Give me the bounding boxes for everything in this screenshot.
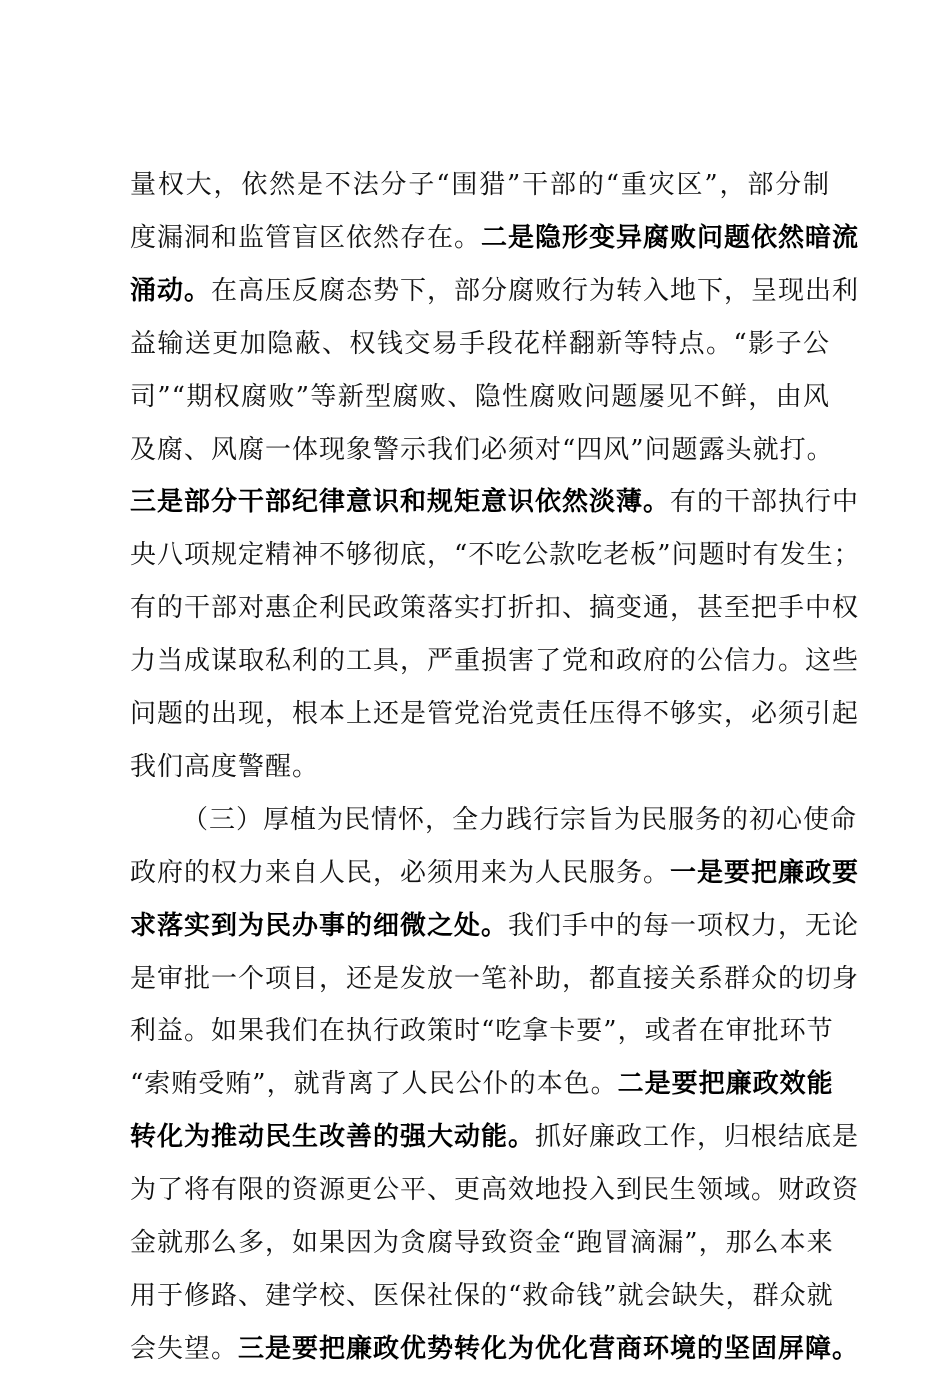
text-line xyxy=(130,583,860,633)
text-run: 力当成谋取私利的工具，严重损害了党和政府的公信力。这些 xyxy=(130,646,860,677)
text-run: 用于修路、建学校、医保社保的“救命钱”就会缺失，群众就 xyxy=(130,1280,834,1311)
text-line xyxy=(130,1271,834,1321)
text-line xyxy=(130,636,860,686)
text-line xyxy=(130,425,834,475)
text-run: 司”“期权腐败”等新型腐败、隐性腐败问题屡见不鲜，由风 xyxy=(130,381,830,412)
text-line xyxy=(130,689,860,739)
text-run: 问题的出现，根本上还是管党治党责任压得不够实，必须引起 xyxy=(130,699,860,729)
text-run: 抓好廉政工作，归根结底是 xyxy=(535,1122,860,1153)
text-line xyxy=(130,1059,834,1109)
text-run: 会失望。 xyxy=(130,1333,239,1364)
bold-text: 求落实到为民办事的细微之处。 xyxy=(130,910,509,941)
text-run: 有的干部执行中 xyxy=(670,487,860,518)
bold-text: 涌动。 xyxy=(130,275,212,306)
text-run: 有的干部对惠企利民政策落实打折扣、搞变通，甚至把手中权 xyxy=(130,593,860,624)
text-run: 及腐、风腐一体现象警示我们必须对“四风”问题露头就打。 xyxy=(130,434,834,465)
text-run: 金就那么多，如果因为贪腐导致资金“跑冒滴漏”，那么本来 xyxy=(130,1228,834,1258)
text-line xyxy=(130,477,860,527)
text-run: 度漏洞和监管盲区依然存在。 xyxy=(130,222,482,253)
text-line xyxy=(182,795,858,845)
text-run: 益输送更加隐蔽、权钱交易手段花样翻新等特点。“影子公 xyxy=(130,328,830,359)
text-run: 我们手中的每一项权力，无论 xyxy=(508,910,860,941)
text-line xyxy=(130,319,830,369)
text-line xyxy=(130,372,830,422)
text-run: 央八项规定精神不够彻底，“不吃公款吃老板”问题时有发生； xyxy=(130,540,861,571)
text-line xyxy=(130,1324,860,1374)
bold-text: 二是要把廉政效能 xyxy=(617,1069,834,1100)
text-line xyxy=(130,213,860,263)
text-run: 政府的权力来自人民，必须用来为人民服务。 xyxy=(130,857,671,888)
text-line xyxy=(130,954,860,1004)
text-line xyxy=(130,848,860,898)
text-line xyxy=(130,160,830,210)
text-run: （三）厚植为民情怀，全力践行宗旨为民服务的初心使命 xyxy=(182,804,858,835)
text-run: 是审批一个项目，还是发放一笔补助，都直接关系群众的切身 xyxy=(130,963,860,994)
text-run: 利益。如果我们在执行政策时“吃拿卡要”，或者在审批环节 xyxy=(130,1016,834,1047)
bold-text: 三是部分干部纪律意识和规矩意识依然淡薄。 xyxy=(130,487,671,518)
text-run: “索贿受贿”，就背离了人民公仆的本色。 xyxy=(130,1069,618,1100)
text-line xyxy=(130,1218,834,1268)
text-line xyxy=(130,1006,834,1056)
text-run: 在高压反腐态势下，部分腐败行为转入地下，呈现出利 xyxy=(211,275,860,306)
bold-text: 一是要把廉政要 xyxy=(670,857,860,888)
bold-text: 三是要把廉政优势转化为优化营商环境的坚固屏障。 xyxy=(238,1333,860,1364)
text-line xyxy=(130,742,830,792)
text-line xyxy=(130,266,860,316)
text-line xyxy=(130,901,860,951)
text-line xyxy=(130,1112,860,1162)
text-run: 我们高度警醒。 xyxy=(130,751,320,782)
text-run: 为了将有限的资源更公平、更高效地投入到民生领域。财政资 xyxy=(130,1175,860,1206)
text-line xyxy=(130,1165,860,1215)
bold-text: 转化为推动民生改善的强大动能。 xyxy=(130,1122,536,1153)
bold-text: 二是隐形变异腐败问题依然暗流 xyxy=(481,222,860,253)
text-run: 量权大，依然是不法分子“围猎”干部的“重灾区”，部分制 xyxy=(130,170,830,200)
text-line xyxy=(130,530,861,580)
